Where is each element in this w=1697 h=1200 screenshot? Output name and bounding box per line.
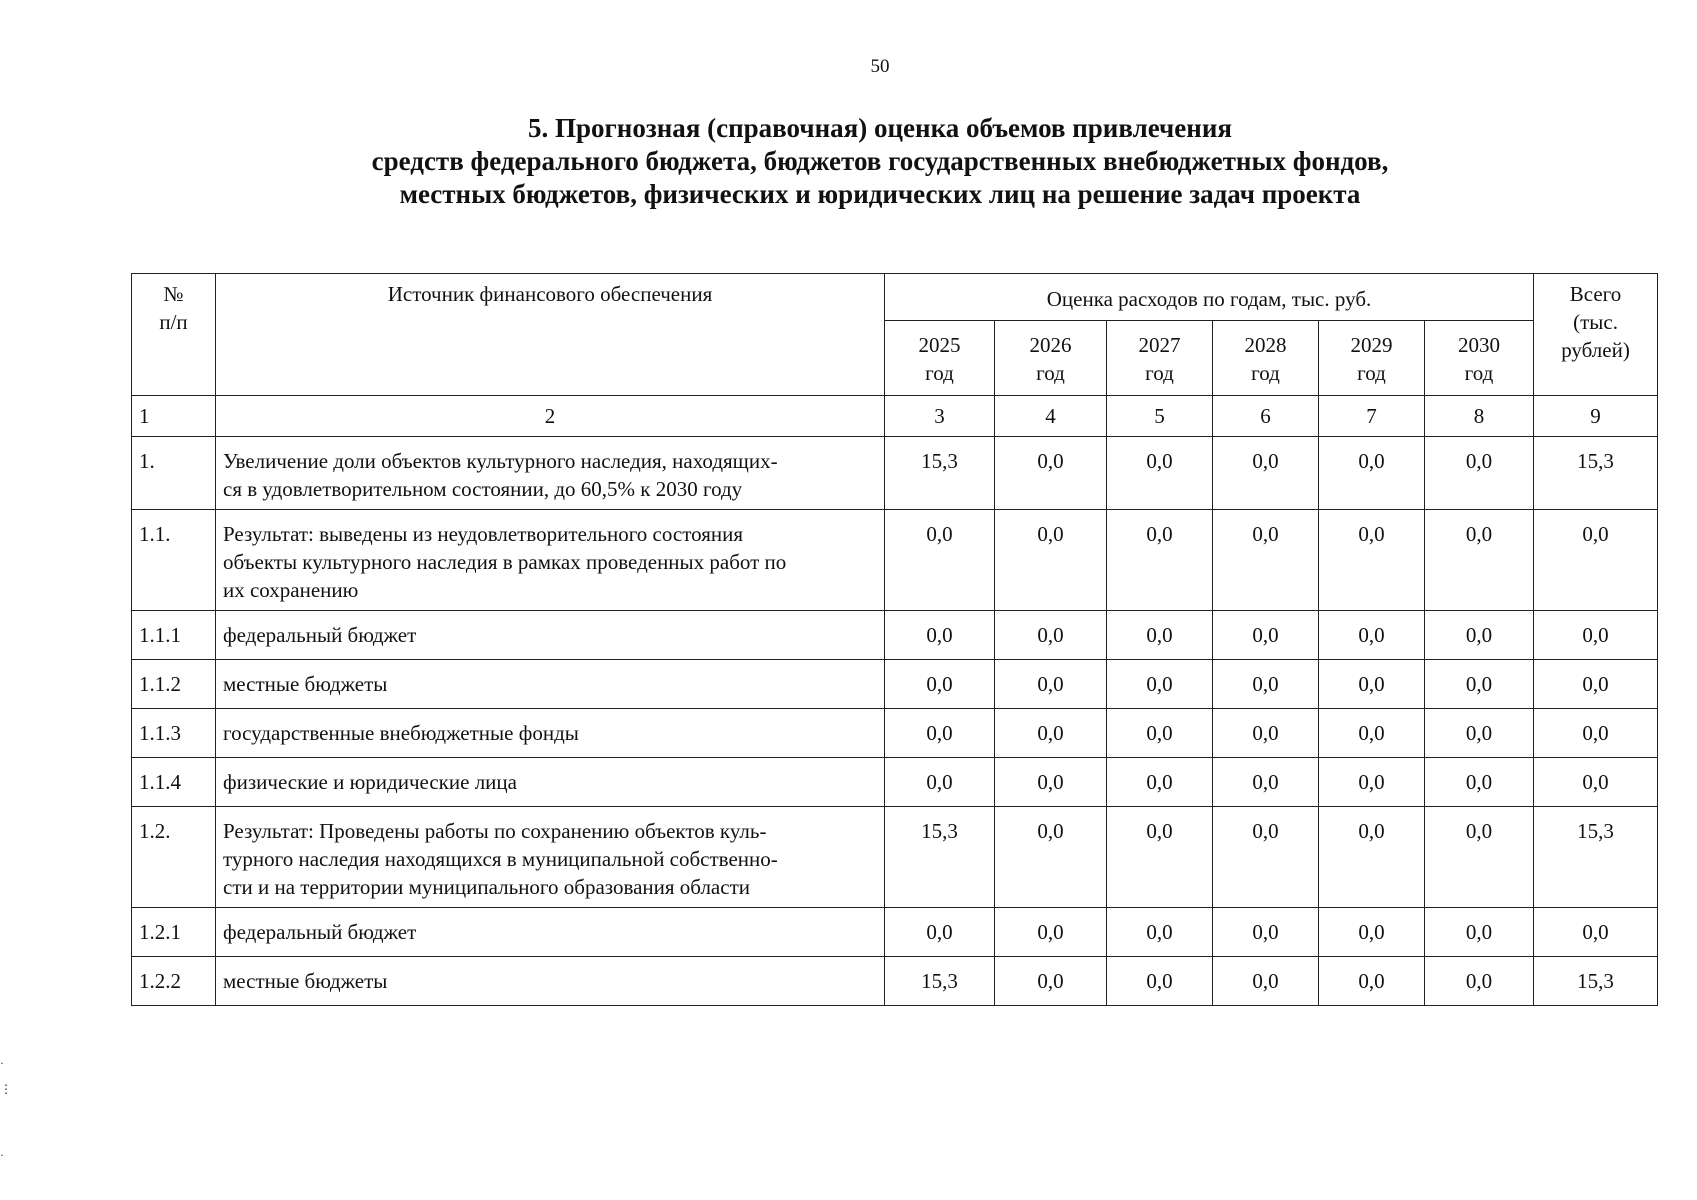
table-row	[132, 709, 1658, 758]
row-year-value: 0,0	[1107, 758, 1213, 807]
row-year-value: 0,0	[1425, 957, 1534, 1006]
header-year: 2026 год	[995, 321, 1107, 396]
header-estimate: Оценка расходов по годам, тыс. руб.	[885, 274, 1534, 321]
row-year-value: 0,0	[1213, 957, 1319, 1006]
row-total: 15,3	[1534, 957, 1658, 1006]
row-total: 15,3	[1534, 437, 1658, 510]
column-number: 5	[1107, 396, 1213, 437]
row-source: государственные внебюджетные фонды	[216, 709, 885, 758]
row-year-value: 0,0	[1319, 611, 1425, 660]
row-year-value: 0,0	[1107, 660, 1213, 709]
row-year-value: 0,0	[995, 437, 1107, 510]
row-year-value: 0,0	[995, 660, 1107, 709]
column-number: 3	[885, 396, 995, 437]
row-code: 1.1.4	[132, 758, 216, 807]
row-year-value: 0,0	[885, 758, 995, 807]
row-source: федеральный бюджет	[216, 908, 885, 957]
row-code: 1.2.1	[132, 908, 216, 957]
row-total: 0,0	[1534, 709, 1658, 758]
row-source: Увеличение доли объектов культурного наследия, находящих- ся в удовлетворительном состоянии, до 60,5% к 2030 году	[216, 437, 885, 510]
table-row	[132, 758, 1658, 807]
row-code: 1.1.2	[132, 660, 216, 709]
table-row	[132, 908, 1658, 957]
header-year: 2025 год	[885, 321, 995, 396]
page-number: 50	[870, 56, 890, 77]
row-year-value: 0,0	[1213, 660, 1319, 709]
row-code: 1.1.1	[132, 611, 216, 660]
row-year-value: 0,0	[885, 709, 995, 758]
header-year: 2030 год	[1425, 321, 1534, 396]
table-row	[132, 437, 1658, 510]
row-year-value: 15,3	[885, 437, 995, 510]
row-year-value: 0,0	[1213, 709, 1319, 758]
column-number: 2	[216, 396, 885, 437]
row-year-value: 0,0	[1213, 611, 1319, 660]
document-title	[0, 112, 1697, 211]
row-code: 1.2.	[132, 807, 216, 908]
row-code: 1.1.	[132, 510, 216, 611]
row-year-value: 15,3	[885, 957, 995, 1006]
row-year-value: 0,0	[995, 611, 1107, 660]
row-year-value: 0,0	[1319, 660, 1425, 709]
row-year-value: 0,0	[1107, 709, 1213, 758]
row-year-value: 0,0	[1107, 437, 1213, 510]
column-number: 6	[1213, 396, 1319, 437]
row-code: 1.	[132, 437, 216, 510]
row-year-value: 15,3	[885, 807, 995, 908]
title-line-3: местных бюджетов, физических и юридических лиц на решение задач проекта	[399, 179, 1361, 209]
row-source: федеральный бюджет	[216, 611, 885, 660]
column-number: 9	[1534, 396, 1658, 437]
header-number: № п/п	[132, 274, 216, 396]
row-source: местные бюджеты	[216, 957, 885, 1006]
table-row	[132, 510, 1658, 611]
row-year-value: 0,0	[1319, 807, 1425, 908]
row-code: 1.1.3	[132, 709, 216, 758]
scan-margin-marks: · ⋮ ·	[0, 1056, 12, 1162]
row-year-value: 0,0	[1319, 908, 1425, 957]
row-year-value: 0,0	[1425, 758, 1534, 807]
header-source: Источник финансового обеспечения	[216, 274, 885, 396]
row-year-value: 0,0	[995, 510, 1107, 611]
row-year-value: 0,0	[1213, 807, 1319, 908]
row-total: 0,0	[1534, 611, 1658, 660]
row-year-value: 0,0	[885, 908, 995, 957]
column-number: 8	[1425, 396, 1534, 437]
row-year-value: 0,0	[1319, 709, 1425, 758]
row-year-value: 0,0	[885, 510, 995, 611]
row-year-value: 0,0	[1319, 510, 1425, 611]
column-number: 1	[132, 396, 216, 437]
row-year-value: 0,0	[995, 908, 1107, 957]
row-year-value: 0,0	[1425, 437, 1534, 510]
row-year-value: 0,0	[1425, 611, 1534, 660]
row-year-value: 0,0	[1107, 807, 1213, 908]
title-line-1: 5. Прогнозная (справочная) оценка объемов привлечения	[528, 113, 1232, 143]
row-year-value: 0,0	[1319, 437, 1425, 510]
table-row	[132, 611, 1658, 660]
row-year-value: 0,0	[1213, 510, 1319, 611]
row-total: 0,0	[1534, 660, 1658, 709]
row-year-value: 0,0	[1107, 957, 1213, 1006]
row-year-value: 0,0	[995, 709, 1107, 758]
header-total: Всего (тыс. рублей)	[1534, 274, 1658, 396]
financing-table	[131, 273, 1658, 1006]
header-year: 2029 год	[1319, 321, 1425, 396]
row-year-value: 0,0	[1213, 908, 1319, 957]
row-source: физические и юридические лица	[216, 758, 885, 807]
column-numbers-row	[132, 396, 1658, 437]
row-year-value: 0,0	[1425, 807, 1534, 908]
row-year-value: 0,0	[995, 957, 1107, 1006]
row-year-value: 0,0	[885, 660, 995, 709]
row-year-value: 0,0	[1107, 510, 1213, 611]
row-year-value: 0,0	[1425, 908, 1534, 957]
row-source: местные бюджеты	[216, 660, 885, 709]
row-source: Результат: Проведены работы по сохранению объектов куль- турного наследия находящихся в муниципальной собственно- сти и на территории муниципального образования области	[216, 807, 885, 908]
row-total: 0,0	[1534, 908, 1658, 957]
table-row	[132, 957, 1658, 1006]
row-year-value: 0,0	[995, 807, 1107, 908]
row-year-value: 0,0	[1107, 908, 1213, 957]
row-code: 1.2.2	[132, 957, 216, 1006]
title-line-2: средств федерального бюджета, бюджетов государственных внебюджетных фондов,	[371, 146, 1389, 176]
row-year-value: 0,0	[1425, 660, 1534, 709]
row-year-value: 0,0	[885, 611, 995, 660]
table-row	[132, 660, 1658, 709]
column-number: 7	[1319, 396, 1425, 437]
row-year-value: 0,0	[1213, 758, 1319, 807]
header-year: 2027 год	[1107, 321, 1213, 396]
row-year-value: 0,0	[1213, 437, 1319, 510]
row-year-value: 0,0	[995, 758, 1107, 807]
table-row	[132, 807, 1658, 908]
row-year-value: 0,0	[1425, 510, 1534, 611]
row-total: 15,3	[1534, 807, 1658, 908]
row-total: 0,0	[1534, 510, 1658, 611]
row-year-value: 0,0	[1319, 957, 1425, 1006]
row-year-value: 0,0	[1319, 758, 1425, 807]
row-source: Результат: выведены из неудовлетворительного состояния объекты культурного наследия в рамках проведенных работ по их сохранению	[216, 510, 885, 611]
row-year-value: 0,0	[1107, 611, 1213, 660]
header-year: 2028 год	[1213, 321, 1319, 396]
column-number: 4	[995, 396, 1107, 437]
row-total: 0,0	[1534, 758, 1658, 807]
row-year-value: 0,0	[1425, 709, 1534, 758]
